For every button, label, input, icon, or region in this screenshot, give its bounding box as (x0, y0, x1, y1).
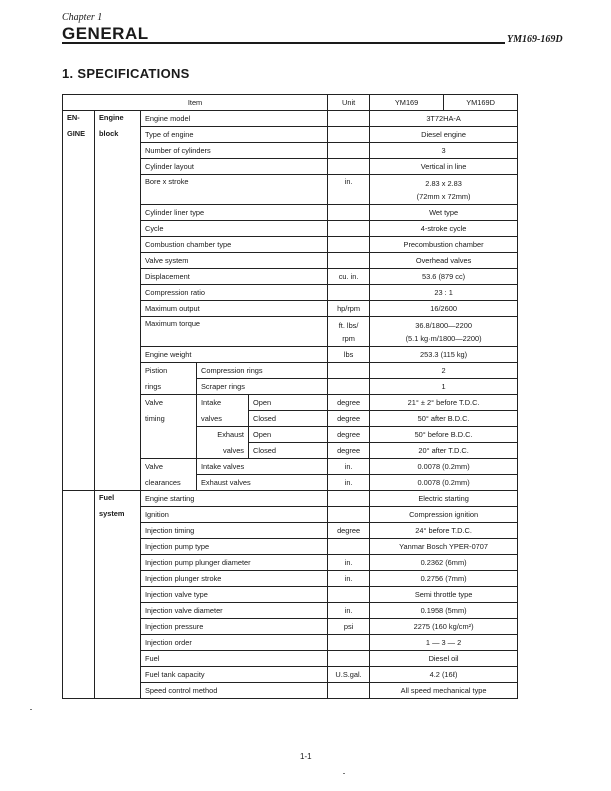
row-label: Engine model (141, 111, 328, 127)
piston-compression-label: Compression rings (197, 363, 328, 379)
intake-open-value: 21° ± 2° before T.D.C. (370, 395, 518, 411)
row-label: Fuel tank capacity (141, 667, 328, 683)
row-value: 3 (370, 143, 518, 159)
row-value-line2: (72mm x 72mm) (416, 191, 471, 201)
row-unit: in. (328, 603, 370, 619)
row-value: Yanmar Bosch YPER-0707 (370, 539, 518, 555)
scan-speck (30, 709, 32, 710)
piston-label-line1: Pistion (141, 363, 197, 379)
row-label: Fuel (141, 651, 328, 667)
row-value: 53.6 (879 cc) (370, 269, 518, 285)
page-number: 1-1 (300, 752, 312, 761)
row-unit: in. (328, 475, 370, 491)
row-value: 0.2362 (6mm) (370, 555, 518, 571)
row-label: Cylinder liner type (141, 205, 328, 221)
col-header-ym169: YM169 (370, 95, 444, 110)
row-unit: in. (328, 555, 370, 571)
row-label: Injection pressure (141, 619, 328, 635)
row-label: Displacement (141, 269, 328, 285)
row-value (370, 175, 518, 205)
row-label: Type of engine (141, 127, 328, 143)
piston-compression-value: 2 (370, 363, 518, 379)
row-unit: cu. in. (328, 269, 370, 285)
row-value-line1: 36.8/1800—2200 (415, 320, 472, 330)
valve-timing-spacer (141, 427, 197, 443)
row-value: 23 : 1 (370, 285, 518, 301)
row-value: Semi throttle type (370, 587, 518, 603)
row-value: Precombustion chamber (370, 237, 518, 253)
row-label: Bore x stroke (141, 175, 328, 205)
row-unit: U.S.gal. (328, 667, 370, 683)
row-label: Valve system (141, 253, 328, 269)
row-unit-line2: rpm (342, 333, 355, 343)
exhaust-open-label: Open (249, 427, 328, 443)
exhaust-closed-value: 20° after T.D.C. (370, 443, 518, 459)
row-label: Cycle (141, 221, 328, 237)
row-value: 0.2756 (7mm) (370, 571, 518, 587)
group-fuel-system (95, 491, 141, 699)
row-unit (328, 159, 370, 175)
row-value (370, 317, 518, 347)
intake-label-line2: valves (197, 411, 249, 427)
row-unit: in. (328, 459, 370, 475)
valve-clearance-label-line2: clearances (141, 475, 197, 491)
valve-timing-spacer (141, 443, 197, 459)
valve-clearance-intake-value: 0.0078 (0.2mm) (370, 459, 518, 475)
group-fuel-line2: system (99, 509, 125, 518)
valve-clearance-intake-label: Intake valves (197, 459, 328, 475)
row-label: Injection pump plunger diameter (141, 555, 328, 571)
row-label: Number of cylinders (141, 143, 328, 159)
row-label: Ignition (141, 507, 328, 523)
row-unit (328, 143, 370, 159)
row-unit: lbs (328, 347, 370, 363)
row-unit: in. (328, 571, 370, 587)
exhaust-closed-label: Closed (249, 443, 328, 459)
row-value: Vertical in line (370, 159, 518, 175)
heading-rule (62, 42, 505, 44)
row-unit (328, 507, 370, 523)
row-label: Speed control method (141, 683, 328, 699)
row-label: Compression ratio (141, 285, 328, 301)
row-value: 4.2 (16ℓ) (370, 667, 518, 683)
table-row (63, 491, 518, 507)
piston-scraper-label: Scraper rings (197, 379, 328, 395)
valve-timing-label-line1: Valve (141, 395, 197, 411)
row-value: Electric starting (370, 491, 518, 507)
valve-clearance-exhaust-label: Exhaust valves (197, 475, 328, 491)
row-unit (328, 539, 370, 555)
col-header-unit: Unit (328, 95, 370, 111)
header-row (63, 95, 518, 111)
intake-label-line1: Intake (197, 395, 249, 411)
row-unit: degree (328, 427, 370, 443)
row-unit (328, 253, 370, 269)
row-label: Injection valve diameter (141, 603, 328, 619)
col-header-item: Item (63, 95, 328, 111)
intake-closed-label: Closed (249, 411, 328, 427)
group-engine-block-line1: Engine (99, 113, 124, 122)
row-label: Injection timing (141, 523, 328, 539)
row-unit: degree (328, 523, 370, 539)
row-label: Injection pump type (141, 539, 328, 555)
group-engine-line1: EN- (67, 113, 80, 122)
row-unit-line1: ft. lbs/ (338, 320, 359, 330)
row-label: Injection plunger stroke (141, 571, 328, 587)
row-value-line1: 2.83 x 2.83 (425, 178, 462, 188)
group-engine-block (95, 111, 141, 491)
col-header-models (370, 95, 518, 111)
piston-scraper-value: 1 (370, 379, 518, 395)
row-unit (328, 205, 370, 221)
row-value: 4-stroke cycle (370, 221, 518, 237)
row-unit (328, 317, 370, 347)
row-value: Compression ignition (370, 507, 518, 523)
row-value: 1 — 3 — 2 (370, 635, 518, 651)
row-unit: in. (328, 175, 370, 205)
row-unit (328, 683, 370, 699)
spec-table (62, 94, 518, 699)
group-engine-line2: GINE (67, 129, 86, 138)
row-unit (328, 285, 370, 301)
row-value: 24° before T.D.C. (370, 523, 518, 539)
row-unit (328, 127, 370, 143)
row-unit (328, 379, 370, 395)
valve-clearance-exhaust-value: 0.0078 (0.2mm) (370, 475, 518, 491)
row-label: Injection order (141, 635, 328, 651)
row-unit (328, 587, 370, 603)
valve-timing-label-line2: timing (141, 411, 197, 427)
row-unit (328, 221, 370, 237)
exhaust-label-line2: valves (197, 443, 249, 459)
row-label: Engine weight (141, 347, 328, 363)
page-title: 1. SPECIFICATIONS (62, 66, 190, 81)
row-value: 253.3 (115 kg) (370, 347, 518, 363)
row-value: 2275 (160 kg/cm²) (370, 619, 518, 635)
row-unit (328, 111, 370, 127)
row-value: All speed mechanical type (370, 683, 518, 699)
group-fuel-line1: Fuel (99, 493, 115, 502)
row-unit (328, 363, 370, 379)
row-value: 16/2600 (370, 301, 518, 317)
row-value: Overhead valves (370, 253, 518, 269)
row-label: Maximum torque (141, 317, 328, 347)
intake-open-label: Open (249, 395, 328, 411)
row-value: 3T72HA-A (370, 111, 518, 127)
scan-speck (343, 773, 345, 774)
row-label: Engine starting (141, 491, 328, 507)
row-unit: degree (328, 411, 370, 427)
row-unit: hp/rpm (328, 301, 370, 317)
row-value: Diesel oil (370, 651, 518, 667)
piston-label-line2: rings (141, 379, 197, 395)
row-label: Cylinder layout (141, 159, 328, 175)
exhaust-label-line1: Exhaust (197, 427, 249, 443)
row-unit (328, 635, 370, 651)
intake-closed-value: 50° after B.D.C. (370, 411, 518, 427)
row-value: Wet type (370, 205, 518, 221)
chapter-label: Chapter 1 (62, 12, 103, 23)
row-value: 0.1958 (5mm) (370, 603, 518, 619)
group-engine-continued (63, 491, 95, 699)
table-row (63, 111, 518, 127)
model-label: YM169-169D (507, 34, 563, 45)
row-unit (328, 237, 370, 253)
section-heading: GENERAL (62, 24, 149, 43)
group-engine (63, 111, 95, 491)
row-label: Injection valve type (141, 587, 328, 603)
group-engine-block-line2: block (99, 129, 119, 138)
row-label: Maximum output (141, 301, 328, 317)
row-unit (328, 651, 370, 667)
valve-clearance-label-line1: Valve (141, 459, 197, 475)
row-unit: degree (328, 395, 370, 411)
row-unit: psi (328, 619, 370, 635)
row-value: Diesel engine (370, 127, 518, 143)
row-label: Combustion chamber type (141, 237, 328, 253)
row-value-line2: (5.1 kg·m/1800—2200) (405, 333, 482, 343)
row-unit (328, 491, 370, 507)
row-unit: degree (328, 443, 370, 459)
exhaust-open-value: 50° before B.D.C. (370, 427, 518, 443)
col-header-ym169d: YM169D (466, 98, 495, 107)
